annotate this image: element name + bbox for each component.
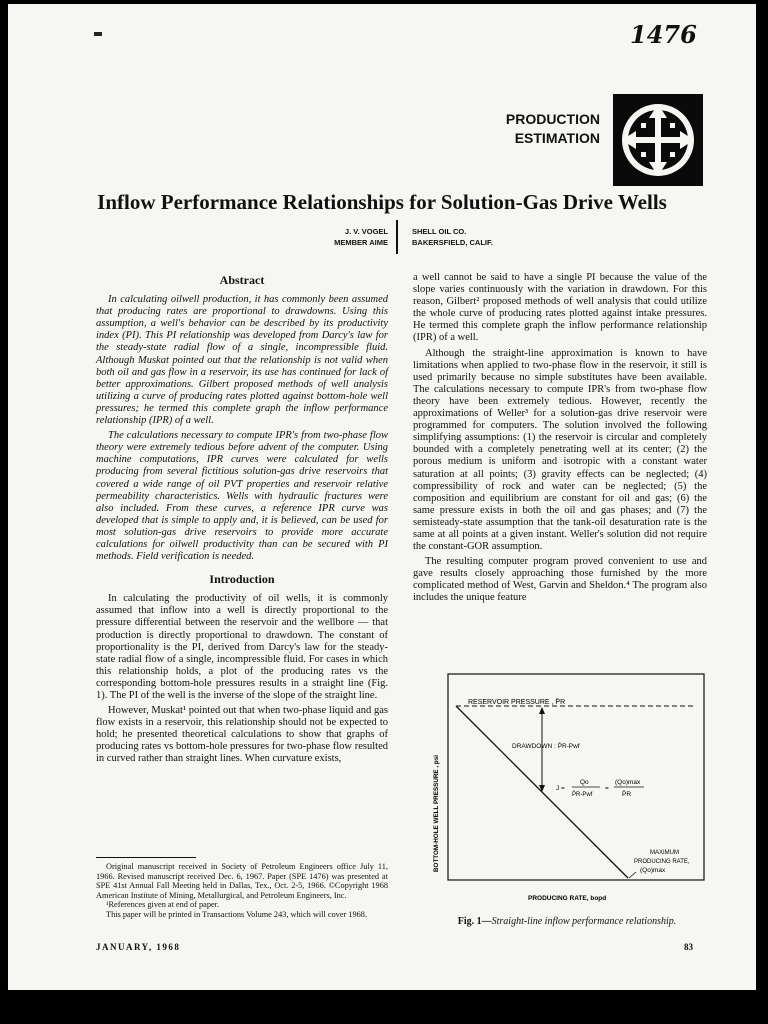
footer-date: JANUARY, 1968 (96, 942, 181, 952)
body-paragraph: In calculating the productivity of oil wells, it is commonly assumed that inflow into a well is directly proportional to the pressure differential between the reservoir and the wellbore — that production is directly proportional to drawdown. The constant of proportionality is the PI, derived from Darcy's law for the steady-state radial flow of a single, incompressible fluid. For cases in which this relationship holds, a plot of the producing rates vs the corresponding bottom-hole pressures results in a straight line (Fig. 1). The PI of the well is the inverse of the slope of the straight line. (96, 593, 388, 701)
max-rate-pointer (629, 872, 636, 878)
scan-mark (94, 32, 102, 36)
max-rate-label: MAXIMUM (650, 850, 679, 856)
abstract-heading: Abstract (219, 273, 265, 287)
reservoir-pressure-label: RESERVOIR PRESSURE , P̄R (468, 699, 566, 706)
pi-formula-rhs-den: P̄R (622, 791, 632, 798)
figure-caption-text: Straight-line inflow performance relationship. (491, 916, 677, 927)
pi-formula-mid-den: P̄R-Pwf (572, 792, 593, 798)
body-paragraph: However, Muskat¹ pointed out that when two-phase liquid and gas flow exists in a reservoir, this relationship should not be expected to hold; he presented theoretical calculations to show that graphs of producing rates vs bottom-hole pressures for two-phase flow resulted in curved rather than straight lines. When curvature exists, (96, 705, 388, 765)
author-location: BAKERSFIELD, CALIF. (412, 238, 493, 247)
arrow-down-icon (539, 785, 545, 792)
body-paragraph: The resulting computer program proved convenient to use and gave results closely approaching those furnished by the more complicated method of West, Garvin and Sheldon.⁴ The program also includes the unique feature (413, 556, 707, 604)
author-name: J. V. VOGEL (344, 227, 388, 236)
pi-formula-mid-num: Qo (580, 779, 589, 786)
pi-formula-eq: = (605, 785, 609, 792)
author-membership: MEMBER AIME (334, 238, 388, 247)
author-block (308, 226, 388, 248)
y-axis-label: BOTTOM-HOLE WELL PRESSURE , psi (433, 755, 440, 872)
handwritten-number: 1476 (630, 20, 697, 49)
abstract-paragraph: The calculations necessary to compute IPR's from two-phase flow theory were extremely tedious before advent of the computer. Using machine computations, IPR curves were calculated for wells producing from several fictitious solution-gas drive reservoirs that covered a wide range of oil PVT properties and reservoir relative permeability characteristics. Wells with hydraulic fractures were also included. From these curves, a reference IPR curve was developed that is simple to apply and, it is believed, can be used for most solution-gas drive reservoirs to provide more accurate calculations for oilwell productivity than can be secured with PI methods. Field verification is needed. (96, 430, 388, 563)
figure-1 (428, 672, 706, 902)
pi-formula-rhs-num: (Qo)max (615, 779, 641, 786)
paper-title: Inflow Performance Relationships for Solution-Gas Drive Wells (97, 190, 667, 214)
body-paragraph: Although the straight-line approximation is known to have limitations when applied to two-phase flow in the reservoir, it still is used primarily because no simple substitutes have been available. The calculations necessary to compute IPR's from two-phase flow theory have been extremely tedious. However, recently the approximations of Weller³ for a solution-gas drive reservoir were programmed for computers. The solution involved the following simplifying assumptions: (1) the reservoir is circular and completely bounded with a completely penetrating well at its center; (2) the porous medium is uniform and isotropic with a constant water saturation at all points; (3) gravity effects can be neglected; (4) compressibility of rock and water can be neglected; (5) the composition and equilibrium are constant for oil and gas; (6) the same pressure exists in both the oil and gas phases; and (7) the semisteady-state assumption that the tank-oil desaturation rate is the same at all points at a given instant. Weller's solution did not require the constant-GOR assumption. (413, 347, 707, 553)
max-rate-label: (Qo)max (640, 867, 666, 874)
pi-formula-lhs: J = (556, 785, 565, 792)
introduction-heading: Introduction (209, 572, 275, 587)
arrow-up-icon (539, 707, 545, 714)
section-label-line-2: ESTIMATION (514, 130, 600, 146)
section-label (458, 110, 600, 148)
x-axis-label: PRODUCING RATE, bopd (528, 895, 607, 902)
abstract-paragraph: In calculating oilwell production, it has commonly been assumed that producing rates are proportional to drawdowns. Using this assumption, a well's behavior can be described by its productivity index (PI). This PI relationship was developed from Darcy's law for the steady-state radial flow of a single, incompressible fluid. Although Muskat pointed out that the relationship is not valid when both oil and gas flow in a reservoir, its use has continued for lack of better approximations. Gilbert proposed methods of well analysis utilizing a curve of producing rates plotted against bottom-hole well pressures; he termed this complete graph the inflow performance relationship (IPR) of a well. (96, 294, 388, 427)
body-paragraph: a well cannot be said to have a single PI because the value of the slope varies continuously with the variation in drawdown. For this reason, Gilbert² proposed methods of well analysis that could utilize the whole curve of producing rates plotted against intake pressures. He termed this complete graph the inflow performance relationship (IPR) of a well. (413, 272, 707, 344)
figure-caption-label: Fig. 1— (457, 916, 492, 927)
affiliation-block (412, 226, 493, 248)
author-company: SHELL OIL CO. (412, 227, 467, 236)
page-number: 83 (684, 942, 693, 952)
author-divider (396, 220, 398, 254)
footnotes (96, 862, 388, 920)
footnote: This paper will be printed in Transactions Volume 243, which will cover 1968. (106, 909, 368, 919)
compass-arrows-logo (613, 94, 703, 186)
drawdown-label: DRAWDOWN : P̄R-Pwf (512, 743, 580, 750)
section-label-line-1: PRODUCTION (505, 111, 600, 127)
footnote-rule (96, 857, 196, 858)
left-column (96, 272, 388, 769)
compass-arrows-icon (613, 94, 703, 186)
ipr-diagram (428, 672, 706, 902)
right-column (413, 272, 707, 608)
paper-page (8, 4, 756, 990)
figure-caption (428, 916, 706, 927)
max-rate-label: PRODUCING RATE, (634, 859, 690, 865)
footnote: ¹References given at end of paper. (106, 900, 220, 910)
footnote: Original manuscript received in Society of Petroleum Engineers office July 11, 1966. Revised manuscript received Dec. 6, 1967. Paper (SPE 1476) was presented at SPE 41st Annual Fall Meeting held in Dallas, Tex., Oct. 2-5, 1966. ©Copyright 1968 American Institute of Mining, Metallurgical, and Petroleum Engineers, Inc. (96, 862, 388, 900)
